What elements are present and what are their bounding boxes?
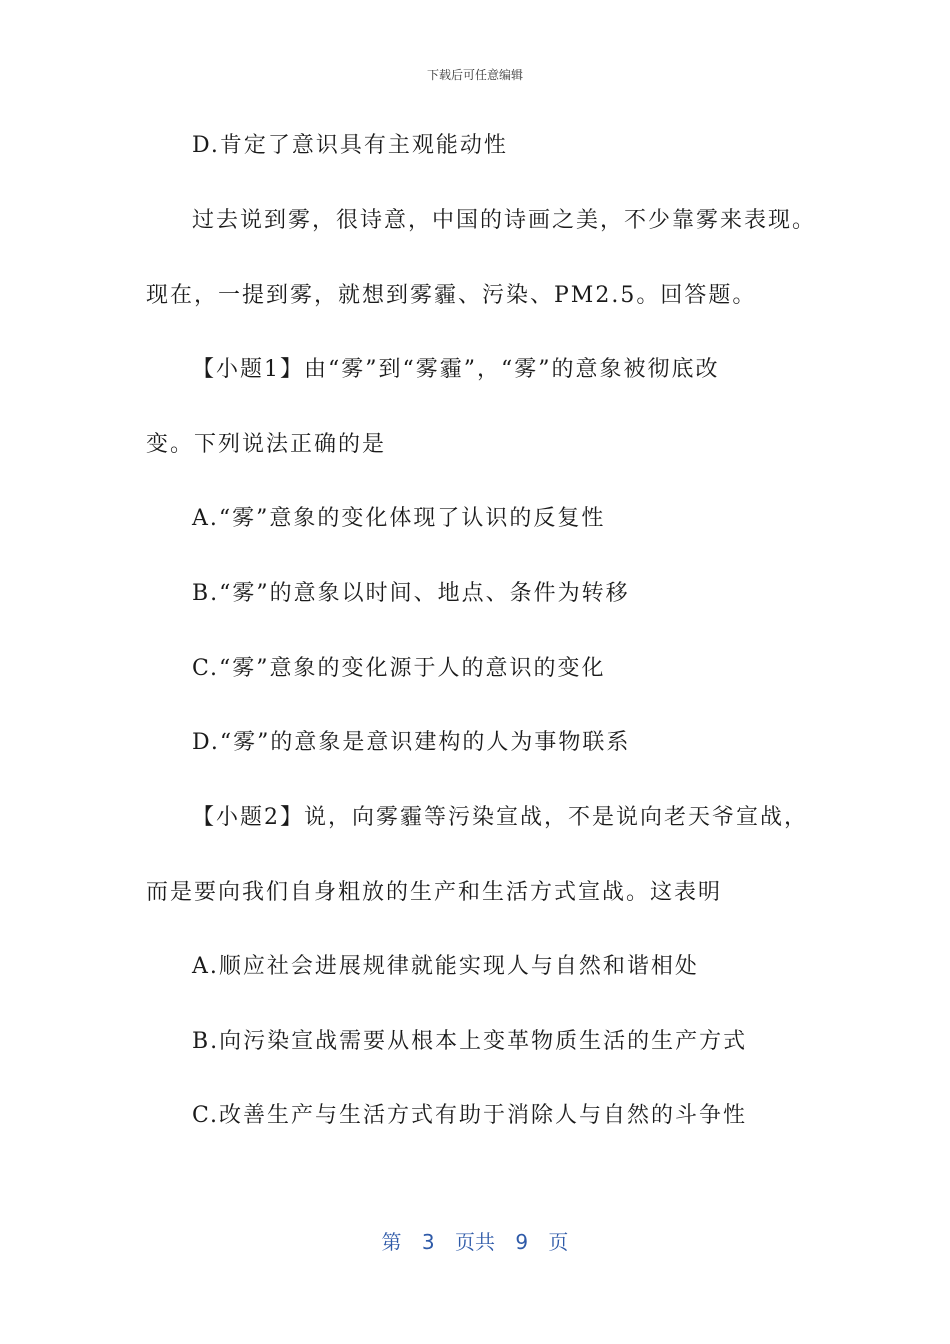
- passage-line-2: 现在，一提到雾，就想到雾霾、污染、PM2.5。回答题。: [146, 283, 757, 308]
- q1-option-c: C.“雾”意象的变化源于人的意识的变化: [192, 656, 606, 681]
- question-1-line-2: 变。下列说法正确的是: [146, 432, 387, 457]
- q1-option-b: B.“雾”的意象以时间、地点、条件为转移: [192, 581, 630, 606]
- q1-option-d: D.“雾”的意象是意识建构的人为事物联系: [192, 730, 631, 755]
- q2-option-a: A.顺应社会进展规律就能实现人与自然和谐相处: [192, 954, 699, 979]
- option-d-previous: D.肯定了意识具有主观能动性: [192, 133, 508, 158]
- q2-option-c: C.改善生产与生活方式有助于消除人与自然的斗争性: [192, 1103, 748, 1128]
- passage-line-1: 过去说到雾，很诗意，中国的诗画之美，不少靠雾来表现。: [192, 208, 817, 233]
- question-2-line-1: 【小题2】说，向雾霾等污染宣战，不是说向老天爷宣战，: [192, 805, 808, 830]
- q1-option-a: A.“雾”意象的变化体现了认识的反复性: [192, 506, 606, 531]
- q2-option-b: B.向污染宣战需要从根本上变革物质生活的生产方式: [192, 1029, 748, 1054]
- question-2-line-2: 而是要向我们自身粗放的生产和生活方式宣战。这表明: [146, 880, 723, 905]
- page-header-note: 下载后可任意编辑: [426, 68, 523, 82]
- page-number-footer: 第 3 页共 9 页: [381, 1230, 569, 1254]
- question-1-line-1: 【小题1】由“雾”到“雾霾”，“雾”的意象被彻底改: [192, 357, 720, 382]
